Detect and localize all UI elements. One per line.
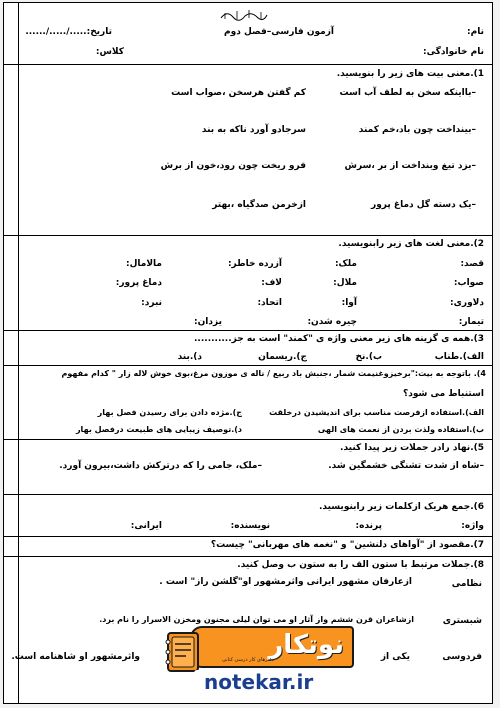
q4-title-cont: استنباط می شود؟	[403, 389, 484, 399]
q3-option: ب).نخ	[355, 352, 382, 362]
q1-line-left: ازخرمن صدگیاه ،بهتر	[212, 200, 306, 210]
q8-title: 8).جملات مرتبط با ستون الف را به ستون ب وصل کنید.	[237, 560, 484, 570]
q6-item: ایرانی:	[130, 521, 162, 531]
q2-title: 2).معنی لغت های زیر رابنویسید.	[338, 239, 484, 249]
q2-word: چیره شدن:	[307, 317, 357, 327]
family-label: نام خانوادگی:	[422, 47, 484, 57]
q1-title: 1).معنی بیت های زیر را بنویسید.	[336, 69, 484, 79]
q2-word: اتحاد:	[257, 298, 282, 308]
q1-line-right: –بااینکه سخن به لطف آب است	[339, 88, 476, 98]
q4-option: ج).مژده دادن برای رسیدن فصل بهار	[97, 408, 242, 417]
q7-title: 7).مقصود از "آواهای دلنشین" و "نغمه های مهربانی" چیست؟	[210, 540, 484, 550]
q6-item: واژه:	[461, 521, 484, 531]
q2-word: مالامال:	[125, 259, 162, 269]
logo-banner	[190, 626, 354, 668]
exam-sheet	[3, 2, 493, 704]
q2-word: ملال:	[333, 278, 357, 288]
q8-cola-item: ازشاعران قرن ششم واز آثار او می توان لیلی مجنون ومخزن الاسرار را نام برد.	[99, 615, 414, 624]
q1-line-left: سرجادو آورد ناکه به بند	[201, 125, 306, 135]
divider	[4, 536, 492, 537]
q2-word: قصد:	[460, 259, 484, 269]
q4-title: 4). باتوجه به بیت:"برخیزوغنیمت شمار ،جنبش باد ربیع / ناله ی موزون مرغ،بوی خوش لاله زار " کدام مفهوم	[61, 369, 486, 378]
q1-line-right: –بزد تیغ وبنداخت از بر ،سرش	[344, 161, 476, 171]
q8-colb-item: فردوسی	[442, 652, 482, 662]
exam-title: آزمون فارسی–فصل دوم	[224, 27, 334, 37]
q8-colb-item: شبستری	[442, 616, 482, 626]
divider	[4, 64, 492, 65]
q2-word: آوا:	[341, 298, 357, 308]
logo-url[interactable]: notekar.ir	[204, 670, 314, 694]
q2-word: یزدان:	[194, 317, 222, 327]
q2-word: ملک:	[334, 259, 357, 269]
q6-title: 6).جمع هریک ازکلمات زیر رابنویسید.	[318, 502, 484, 512]
logo-subtitle: دفترهای کار درسی کتابی	[222, 657, 275, 663]
q1-line-left: کم گفتن هرسخن ،صواب است	[171, 88, 306, 98]
q2-word: دلاوری:	[450, 298, 484, 308]
notekar-logo	[164, 626, 354, 700]
q2-word: نبرد:	[141, 298, 162, 308]
logo-url-box	[194, 670, 352, 694]
q1-line-right: –یک دسته گل دماغ پرور	[371, 200, 476, 210]
q8-cola-item: واثرمشهور او شاهنامه است.	[11, 652, 140, 662]
q3-option: ج).ریسمان	[258, 352, 307, 362]
q5-sentence: –شاه از شدت تشنگی خشمگین شد.	[328, 461, 484, 471]
q8-colb-item: نظامی	[451, 579, 482, 589]
q2-word: لاف:	[261, 278, 282, 288]
logo-title: نوتکار	[268, 630, 344, 660]
q2-word: دماغ پرور:	[115, 278, 162, 288]
class-label: کلاس:	[95, 47, 124, 57]
date-label: تاریخ:...../...../......	[25, 27, 112, 37]
q3-option: الف).طناب	[434, 352, 484, 362]
divider	[4, 556, 492, 557]
q3-option: د).بند	[177, 352, 202, 362]
q6-item: نویسنده:	[230, 521, 270, 531]
name-label: نام:	[467, 27, 484, 37]
q3-title: 3).همه ی گزینه های زیر معنی واژه ی "کمند" است به جز...........	[194, 334, 484, 344]
divider	[4, 365, 492, 366]
q1-line-left: فرو ریخت چون رود،خون از برش	[160, 161, 306, 171]
q4-option: الف).استفاده ازفرصت مناسب برای اندیشیدن درخلقت	[269, 408, 484, 417]
divider	[4, 330, 492, 331]
score-column	[4, 3, 19, 703]
q8-cola-item: ازعارفان مشهور ایرانی واثرمشهور او"گلشن راز" است .	[159, 577, 412, 587]
q5-sentence: –ملک، جامی را که درترکش داشت،بیرون آورد.	[59, 461, 262, 471]
q8-cola-prefix: یکی از	[380, 652, 410, 662]
q2-word: صواب:	[453, 278, 484, 288]
divider	[4, 494, 492, 495]
q6-item: پرنده:	[355, 521, 382, 531]
divider	[4, 439, 492, 440]
q1-line-right: –بینداخت چون باد،خم کمند	[358, 125, 476, 135]
divider	[4, 235, 492, 236]
bismillah-calligraphy	[219, 7, 269, 23]
q5-title: 5).نهاد رادر جملات زیر پیدا کنید.	[340, 443, 484, 453]
q2-word: آزرده خاطر:	[227, 259, 282, 269]
q4-option: د).توصیف زیبایی های طبیعت درفصل بهار	[75, 425, 242, 434]
q4-option: ب).استفاده ولذت بردن از نعمت های الهی	[317, 425, 484, 434]
q2-word: تیمار:	[458, 317, 484, 327]
